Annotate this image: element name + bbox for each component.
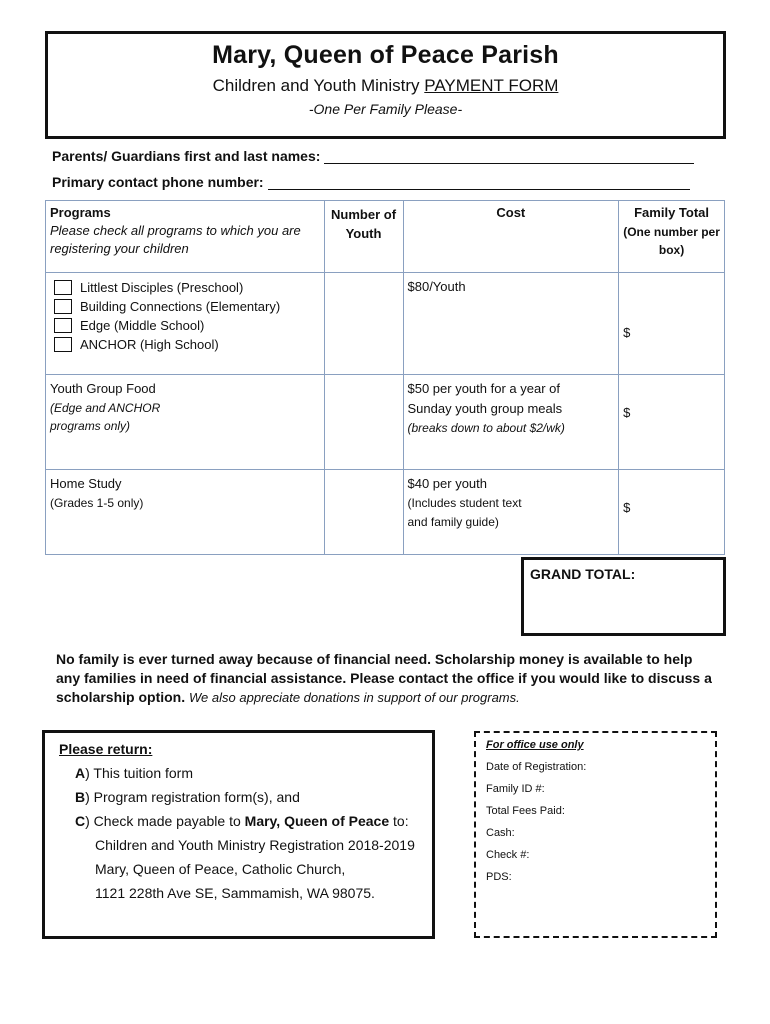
grand-total-box[interactable] — [521, 557, 726, 636]
subtitle-prefix: Children and Youth Ministry — [212, 76, 425, 95]
home-study-cost-line1: $40 per youth — [407, 476, 488, 491]
food-total-dollar: $ — [623, 405, 631, 420]
notice-bold-text: No family is ever turned away because of financial need. Scholarship money is available to help any families in need of financial assistance. Please contact the office if you would like to discuss a scholarship option. — [56, 651, 712, 705]
home-study-cost — [403, 470, 619, 555]
food-cost-line2: Sunday youth group meals — [407, 401, 563, 416]
phone-input[interactable] — [268, 176, 690, 190]
form-tagline: -One Per Family Please- — [308, 101, 463, 117]
home-study-total-dollar: $ — [623, 500, 631, 515]
payee-name: Mary, Queen of Peace — [244, 813, 390, 829]
checkbox[interactable] — [54, 318, 72, 333]
notice-donation-text: We also appreciate donations in support of our programs. — [189, 690, 520, 705]
guardians-label: Parents/ Guardians first and last names: — [52, 148, 321, 164]
food-cost — [403, 375, 619, 470]
food-note-line1: (Edge and ANCHOR — [50, 401, 161, 415]
subtitle-form-name: PAYMENT FORM — [424, 76, 559, 95]
return-heading: Please return: — [59, 741, 153, 757]
item-letter: B — [75, 789, 86, 805]
programs-table — [45, 200, 725, 555]
home-study-cost-line3: and family guide) — [407, 515, 499, 529]
office-family-id-field: Family ID #: — [486, 783, 545, 795]
grand-total-label: GRAND TOTAL: — [530, 566, 636, 582]
financial-aid-notice — [56, 650, 716, 707]
office-fees-field: Total Fees Paid: — [486, 805, 565, 817]
program-option-anchor[interactable] — [54, 337, 320, 352]
number-header: Number of Youth — [324, 201, 403, 273]
programs-total-input[interactable] — [619, 273, 725, 375]
family-total-note: (One number per box) — [623, 225, 720, 257]
cost-header: Cost — [403, 201, 619, 273]
address-line-2: Mary, Queen of Peace, Catholic Church, — [95, 861, 346, 877]
food-program-cell — [46, 375, 325, 470]
return-item-a — [75, 765, 418, 781]
phone-field — [52, 174, 690, 190]
phone-label: Primary contact phone number: — [52, 174, 264, 190]
address-line-1: Children and Youth Ministry Registration 2018-2019 — [95, 837, 415, 853]
guardians-field — [52, 148, 694, 164]
home-study-name: Home Study — [50, 476, 122, 491]
food-cost-note: (breaks down to about $2/wk) — [407, 421, 565, 435]
form-subtitle — [48, 76, 723, 96]
office-heading: For office use only — [486, 739, 584, 751]
return-item-b — [75, 789, 418, 805]
home-study-total-input[interactable] — [619, 470, 725, 555]
programs-header-note: Please check all programs to which you are registering your children — [50, 223, 301, 256]
food-total-input[interactable] — [619, 375, 725, 470]
option-label: Edge (Middle School) — [80, 318, 205, 333]
form-header — [45, 31, 726, 139]
item-letter: C — [75, 813, 86, 829]
programs-header-title: Programs — [50, 205, 111, 220]
food-cost-line1: $50 per youth for a year of — [407, 381, 560, 396]
checkbox[interactable] — [54, 280, 72, 295]
checkbox[interactable] — [54, 337, 72, 352]
address-line-3: 1121 228th Ave SE, Sammamish, WA 98075. — [95, 885, 375, 901]
table-row — [46, 375, 725, 470]
office-use-box — [474, 731, 717, 938]
checkbox[interactable] — [54, 299, 72, 314]
food-note-line2: programs only) — [50, 419, 131, 433]
programs-cost — [403, 273, 619, 375]
option-label: Littlest Disciples (Preschool) — [80, 280, 244, 295]
home-study-number-input[interactable] — [324, 470, 403, 555]
option-label: Building Connections (Elementary) — [80, 299, 281, 314]
item-text: ) This tuition form — [85, 765, 194, 781]
office-check-field: Check #: — [486, 849, 530, 861]
programs-total-dollar: $ — [623, 325, 631, 340]
table-row — [46, 273, 725, 375]
return-item-c — [75, 813, 418, 829]
table-row — [46, 470, 725, 555]
return-instructions — [42, 730, 435, 939]
food-number-input[interactable] — [324, 375, 403, 470]
family-total-header — [619, 201, 725, 273]
home-study-cell — [46, 470, 325, 555]
home-study-note: (Grades 1-5 only) — [50, 496, 144, 510]
item-letter: A — [75, 765, 86, 781]
home-study-cost-line2: (Includes student text — [407, 496, 522, 510]
program-option-building-connections[interactable] — [54, 299, 320, 314]
item-text: to: — [389, 813, 409, 829]
guardians-input[interactable] — [324, 150, 694, 164]
program-option-littlest-disciples[interactable] — [54, 280, 320, 295]
office-date-field: Date of Registration: — [486, 761, 587, 773]
program-options-cell — [46, 273, 325, 375]
option-label: ANCHOR (High School) — [80, 337, 219, 352]
parish-title: Mary, Queen of Peace Parish — [212, 41, 559, 69]
programs-number-input[interactable] — [324, 273, 403, 375]
food-program-name: Youth Group Food — [50, 381, 156, 396]
office-cash-field: Cash: — [486, 827, 515, 839]
table-header-row — [46, 201, 725, 273]
family-total-title: Family Total — [634, 205, 709, 220]
program-option-edge[interactable] — [54, 318, 320, 333]
item-text: ) Program registration form(s), and — [85, 789, 300, 805]
programs-cost-text: $80/Youth — [407, 279, 466, 294]
office-pds-field: PDS: — [486, 871, 512, 883]
programs-header — [46, 201, 325, 273]
item-text: ) Check made payable to — [85, 813, 245, 829]
